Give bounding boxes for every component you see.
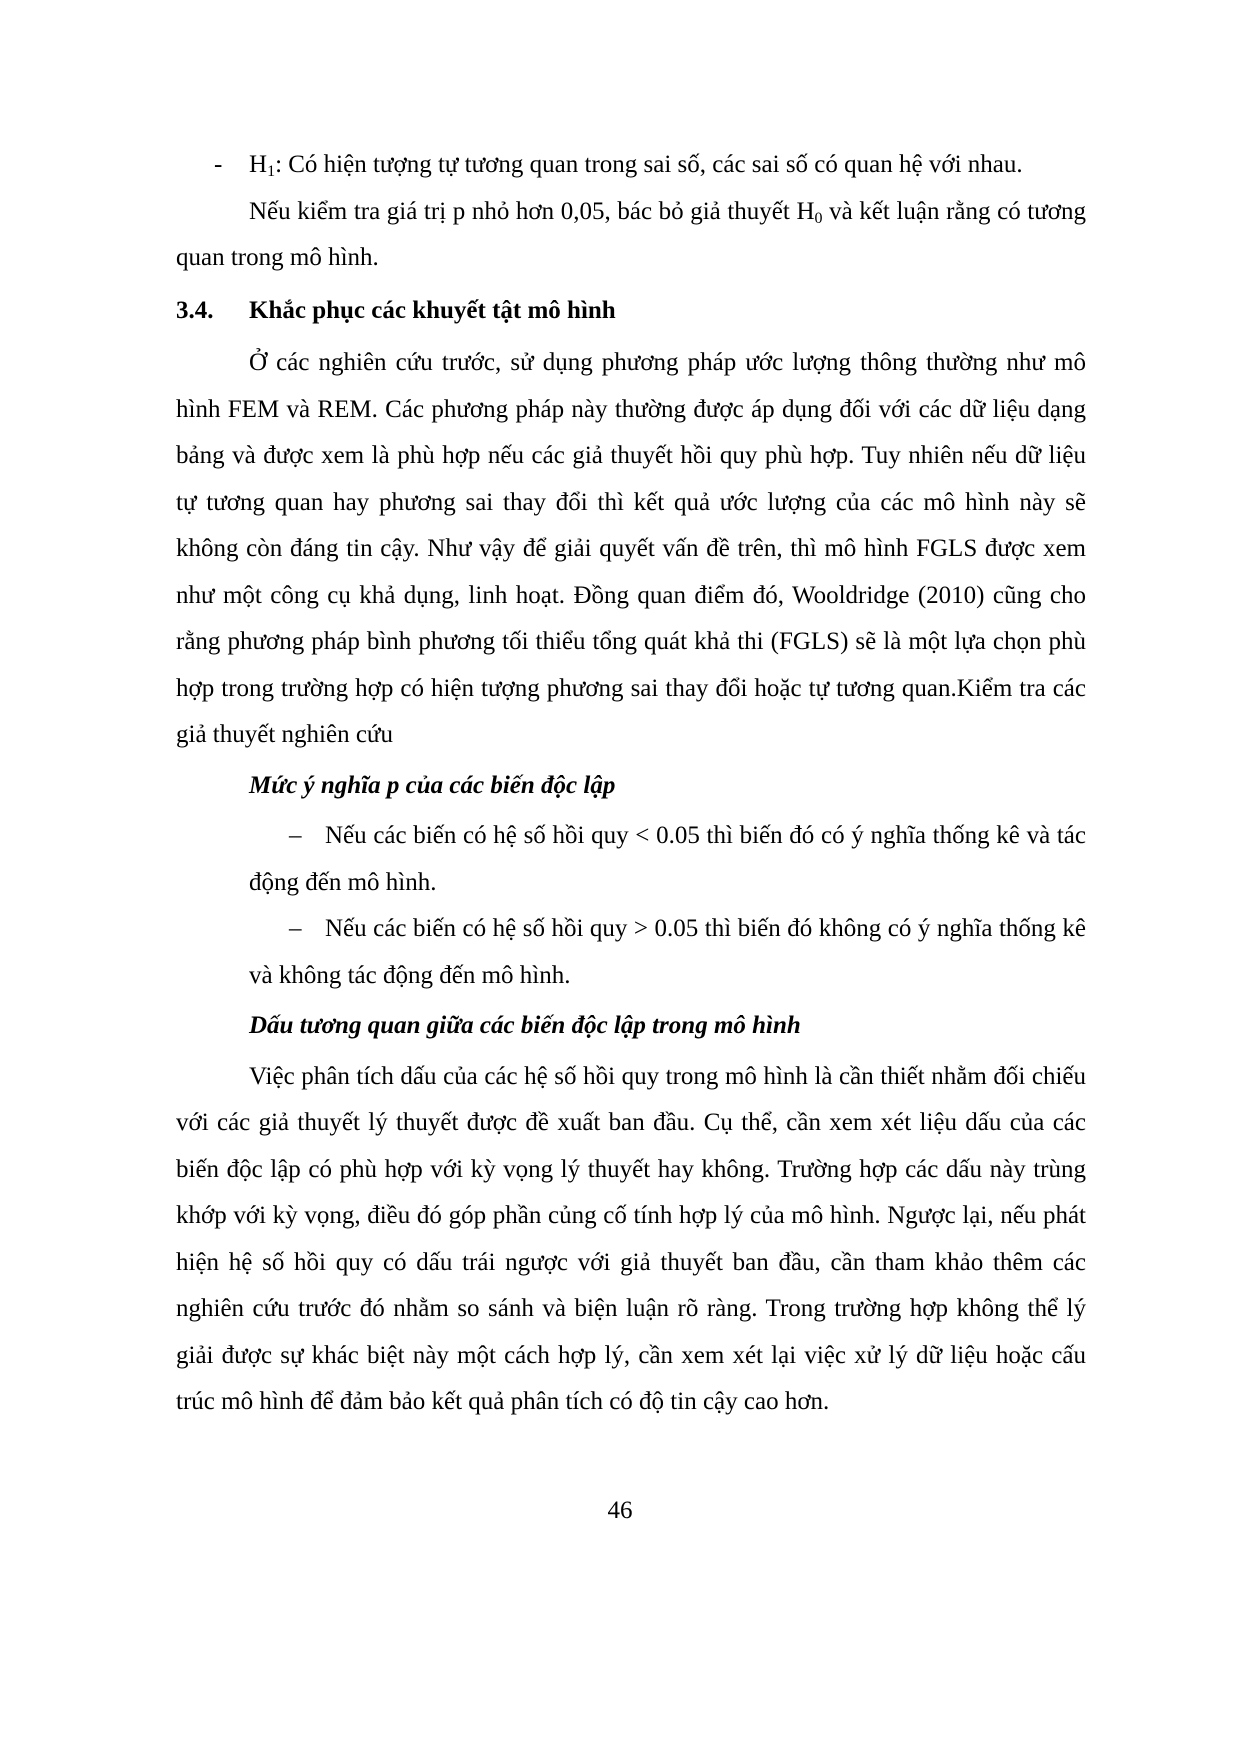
h1-symbol: H bbox=[249, 151, 268, 178]
h0-subscript: 0 bbox=[814, 209, 823, 227]
significance-item-2 bbox=[176, 906, 1086, 999]
pvalue-text-after: và kết luận rằng có tương quan trong mô hình. bbox=[176, 197, 1087, 271]
item-text: Nếu các biến có hệ số hồi quy > 0.05 thì biến đó không có ý nghĩa thống kê và không tác động đến mô hình. bbox=[249, 915, 1086, 989]
page-content bbox=[176, 142, 1086, 1426]
item-text: Nếu các biến có hệ số hồi quy < 0.05 thì biến đó có ý nghĩa thống kê và tác động đến mô hình. bbox=[249, 822, 1086, 896]
h1-text: : Có hiện tượng tự tương quan trong sai số, các sai số có quan hệ với nhau. bbox=[275, 151, 1023, 178]
sign-analysis-paragraph: Việc phân tích dấu của các hệ số hồi quy trong mô hình là cần thiết nhằm đối chiếu với các giả thuyết lý thuyết được đề xuất ban đầu. Cụ thể, cần xem xét liệu dấu của các biến độc lập có phù hợp với kỳ vọng lý thuyết hay không. Trường hợp các dấu này trùng khớp với kỳ vọng, điều đó góp phần củng cố tính hợp lý của mô hình. Ngược lại, nếu phát hiện hệ số hồi quy có dấu trái ngược với giả thuyết ban đầu, cần tham khảo thêm các nghiên cứu trước đó nhằm so sánh và biện luận rõ ràng. Trong trường hợp không thể lý giải được sự khác biệt này một cách hợp lý, cần xem xét lại việc xử lý dữ liệu hoặc cấu trúc mô hình để đảm bảo kết quả phân tích có độ tin cậy cao hơn. bbox=[176, 1062, 1086, 1415]
significance-item-1 bbox=[176, 813, 1086, 906]
section-heading bbox=[176, 288, 1086, 335]
bullet-dash: - bbox=[214, 151, 223, 178]
pvalue-paragraph bbox=[176, 189, 1086, 282]
h1-subscript: 1 bbox=[267, 163, 276, 180]
section-number: 3.4. bbox=[176, 296, 214, 324]
subheading-correlation-sign: Dấu tương quan giữa các biến độc lập trong mô hình bbox=[249, 1012, 801, 1039]
subheading-significance: Mức ý nghĩa p của các biến độc lập bbox=[249, 771, 616, 799]
item-dash: – bbox=[289, 822, 302, 849]
section-title: Khắc phục các khuyết tật mô hình bbox=[249, 296, 616, 324]
page-number: 46 bbox=[607, 1497, 633, 1524]
item-dash: – bbox=[289, 915, 302, 942]
fgls-paragraph: Ở các nghiên cứu trước, sử dụng phương pháp ước lượng thông thường như mô hình FEM và REM. Các phương pháp này thường được áp dụng đối với các dữ liệu dạng bảng và được xem là phù hợp nếu các giả thuyết hồi quy phù hợp. Tuy nhiên nếu dữ liệu tự tương quan hay phương sai thay đổi thì kết quả ước lượng của các mô hình này sẽ không còn đáng tin cậy. Như vậy để giải quyết vấn đề trên, thì mô hình FGLS được xem như một công cụ khả dụng, linh hoạt. Đồng quan điểm đó, Wooldridge (2010) cũng cho rằng phương pháp bình phương tối thiểu tổng quát khả thi (FGLS) sẽ là một lựa chọn phù hợp trong trường hợp có hiện tượng phương sai thay đổi hoặc tự tương quan.Kiểm tra các giả thuyết nghiên cứu bbox=[176, 349, 1086, 748]
pvalue-text-before: Nếu kiểm tra giá trị p nhỏ hơn 0,05, bác bỏ giả thuyết H bbox=[249, 197, 815, 225]
hypothesis-h1-bullet bbox=[176, 142, 1086, 189]
